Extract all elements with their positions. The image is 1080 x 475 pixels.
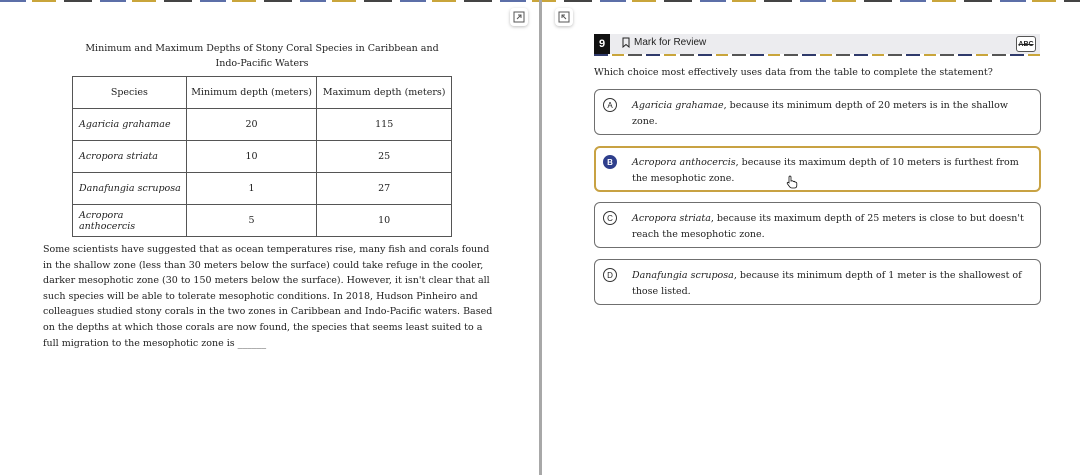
min-depth-cell: 5 [186,205,317,237]
header-dash-stripe [594,54,1040,56]
choice-letter: C [603,211,617,225]
max-depth-cell: 115 [317,109,452,141]
species-cell: Danafungia scruposa [73,173,187,205]
coral-depth-table [72,76,452,237]
max-depth-cell: 10 [317,205,452,237]
choice-species: Acropora anthocercis [632,157,736,168]
min-depth-cell: 20 [186,109,317,141]
answer-choice-a[interactable] [594,89,1041,135]
pane-divider[interactable] [539,0,542,475]
choice-text [632,268,1030,299]
choice-letter: A [603,98,617,112]
choice-text [632,155,1030,186]
collapse-icon [558,11,570,23]
choice-letter: D [603,268,617,282]
table-row [73,109,452,141]
species-cell: Acropora striata [73,141,187,173]
species-cell: Agaricia grahamae [73,109,187,141]
min-depth-cell: 10 [186,141,317,173]
answer-choice-b[interactable] [594,146,1041,192]
species-cell: Acropora anthocercis [73,205,187,237]
column-header: Species [73,77,187,109]
table-header-row [73,77,452,109]
choice-explanation: , because its maximum depth of 25 meters is close to but doesn't reach the mesophotic zone. [632,213,1024,240]
choice-explanation: , because its minimum depth of 1 meter is the shallowest of those listed. [632,270,1022,297]
answer-choice-c[interactable] [594,202,1041,248]
choice-text [632,98,1030,129]
choice-letter: B [603,155,617,169]
answer-eliminator-button[interactable]: ABC [1016,36,1036,52]
choice-species: Acropora striata [632,213,711,224]
min-depth-cell: 1 [186,173,317,205]
column-header: Maximum depth (meters) [317,77,452,109]
column-header: Minimum depth (meters) [186,77,317,109]
hand-pointer-icon [786,175,798,189]
mark-for-review-button[interactable] [622,37,706,48]
choice-explanation: , because its maximum depth of 10 meters is furthest from the mesophotic zone. [632,157,1019,184]
mark-for-review-label: Mark for Review [634,37,707,48]
expand-passage-button[interactable] [510,8,528,26]
max-depth-cell: 25 [317,141,452,173]
choice-species: Agaricia grahamae [632,100,724,111]
choice-text [632,211,1030,242]
choice-explanation: , because its minimum depth of 20 meters is in the shallow zone. [632,100,1008,127]
question-number: 9 [594,34,610,54]
bookmark-icon [622,37,630,48]
question-text: Which choice most effectively uses data from the table to complete the statement? [594,67,993,78]
answer-choice-d[interactable] [594,259,1041,305]
choice-species: Danafungia scruposa [632,270,734,281]
expand-icon [513,11,525,23]
passage-text: Some scientists have suggested that as ocean temperatures rise, many fish and corals found in the shallow zone (less than 30 meters below the surface) could take refuge in the cooler, darker mesophotic zone (30 to 150 meters below the surface). However, it isn't clear that all such species will be able to tolerate mesophotic conditions. In 2018, Hudson Pinheiro and colleagues studied stony corals in the two zones in Caribbean and Indo-Pacific waters. Based on the depths at which those corals are now found, the species that seems least suited to a full migration to the mesophotic zone is ______ [43,244,493,349]
table-row [73,173,452,205]
max-depth-cell: 27 [317,173,452,205]
table-title: Minimum and Maximum Depths of Stony Coral Species in Caribbean and Indo-Pacific Waters [85,43,439,69]
table-row [73,141,452,173]
table-row [73,205,452,237]
expand-question-button[interactable] [555,8,573,26]
question-header-bar [594,34,1040,54]
